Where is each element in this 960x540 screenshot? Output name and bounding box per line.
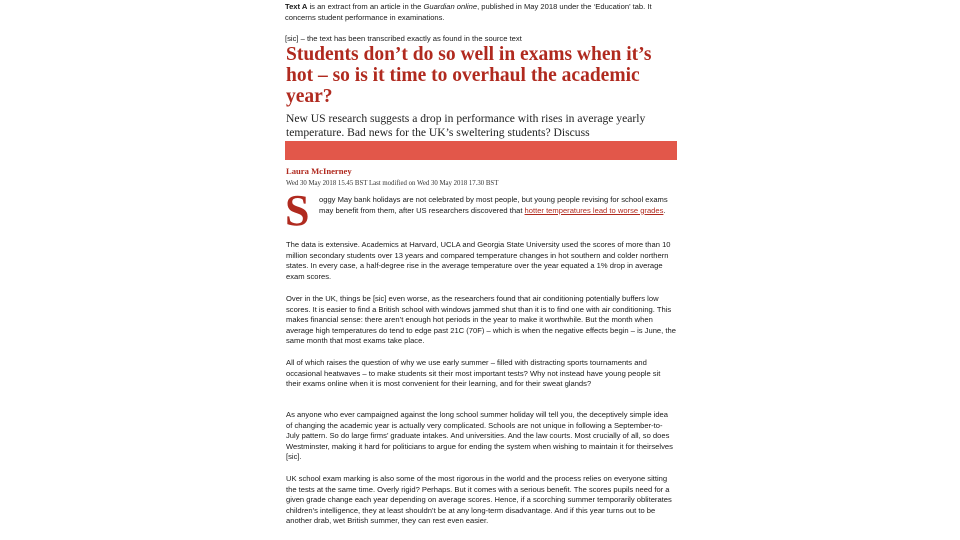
standfirst: New US research suggests a drop in performance with rises in average yearly temperature. Bad news for the UK’s sweltering students? Discuss: [286, 112, 646, 139]
research-link[interactable]: hotter temperatures lead to worse grades: [524, 205, 664, 215]
paragraph: All of which raises the question of why we use early summer – filled with distracting sports tournaments and occasional heatwaves – to make students sit their most important tests? Why not instead have young people sit their exams online when it is most convenient for their learning, and for their sweat glands?: [286, 358, 661, 389]
text-label: Text A: [285, 2, 308, 11]
lead-paragraph: [319, 195, 675, 216]
dateline: Wed 30 May 2018 15.45 BST Last modified on Wed 30 May 2018 17.30 BST: [286, 180, 499, 187]
intro-text: is an extract from an article in the: [307, 2, 424, 11]
article-document: [285, 0, 677, 540]
headline: Students don’t do so well in exams when it’s hot – so is it time to overhaul the academic year?: [286, 44, 652, 107]
lead-end: .: [663, 205, 666, 215]
author-byline[interactable]: Laura McInerney: [286, 166, 352, 176]
paragraph: As anyone who ever campaigned against the long school summer holiday will tell you, the deceptively simple idea of changing the academic year is actually very complicated. Schools are not unique in following a September-to-July pattern. So do large firms’ graduate intakes. And universities. And the law courts. Most crucially of all, so does Westminster, making it hard for politicians to argue for ending the system when wishing to maintain it for theirselves [sic].: [286, 410, 673, 462]
lead-text: oggy May bank holidays are not celebrated by most people, but young people revising for school exams may benefit from them, after US researchers discovered that: [319, 195, 668, 215]
intro-text-end: , published in May 2018 under the ‘Education’ tab. It concerns student performance in examinations.: [285, 2, 652, 22]
paragraph: UK school exam marking is also some of the most rigorous in the world and the process relies on everyone sitting the tests at the same time. Overly rigid? Perhaps. But it comes with a serious benefit. The scores pupils need for a given grade change each year depending on average scores. Hence, if a scorching summer temporarily obliterates children’s intelligence, they at least shouldn’t be at any long-term disadvantage. And if this year turns out to be another drab, wet British summer, they can rest even easier.: [286, 474, 672, 526]
paragraph: Over in the UK, things be [sic] even worse, as the researchers found that air conditioning potentially buffers low scores. It is easier to find a British school with windows jammed shut than it is to find one with air conditioning. This makes financial sense: there aren’t enough hot periods in the year to make it worthwhile. But the month when average high temperatures do tend to edge past 21C (70F) – which is when the negative effects begin – is June, the same month that most exams take place.: [286, 294, 676, 346]
image-placeholder-bar: [285, 141, 677, 160]
sic-note: [sic] – the text has been transcribed exactly as found in the source text: [285, 34, 522, 43]
paragraph: The data is extensive. Academics at Harvard, UCLA and Georgia State University used the scores of more than 10 million secondary students over 13 years and compared temperature changes in hot southern and colder northern states. In every case, a half-degree rise in the average temperature over the year equated a 1% drop in average exam scores.: [286, 240, 671, 281]
source-name: Guardian online: [423, 2, 478, 11]
drop-cap: S: [285, 186, 310, 235]
intro-note: [285, 1, 677, 23]
